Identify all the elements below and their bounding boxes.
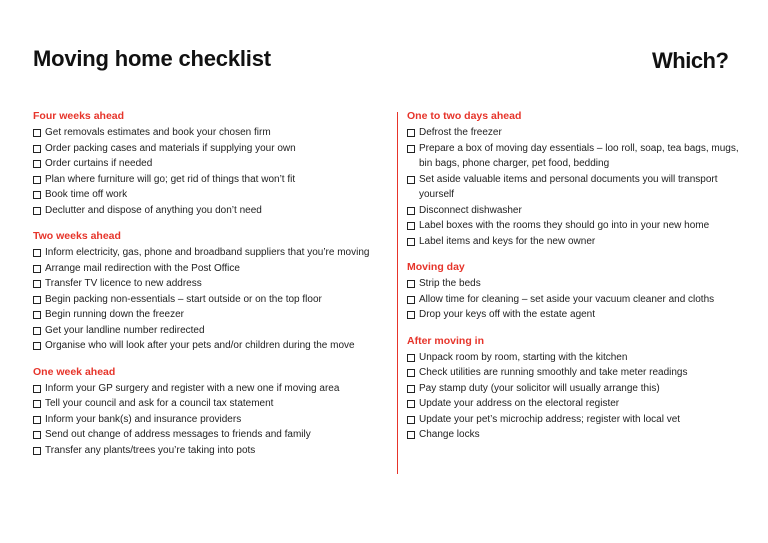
checklist-item-label: Plan where furniture will go; get rid of things that won’t fit	[45, 173, 296, 185]
logo-question-mark: ?	[715, 48, 729, 73]
checklist-item	[407, 412, 742, 428]
checklist-item	[33, 292, 393, 308]
checklist-item-label: Book time off work	[45, 189, 128, 200]
checkbox-icon[interactable]	[407, 296, 415, 304]
checklist-item-label: Disconnect dishwasher	[419, 204, 522, 216]
checklist-item	[407, 276, 742, 292]
checkbox-icon[interactable]	[407, 145, 415, 153]
checklist-item-label: Pay stamp duty (your solicitor will usually arrange this)	[419, 382, 660, 394]
checklist-item-label: Arrange mail redirection with the Post Office	[45, 262, 240, 274]
checklist-item	[33, 245, 393, 261]
checkbox-icon[interactable]	[33, 447, 41, 455]
checklist-item-label: Begin running down the freezer	[45, 309, 184, 320]
section-title: Moving day	[407, 261, 465, 273]
checklist-item	[33, 443, 393, 459]
checkbox-icon[interactable]	[407, 207, 415, 215]
checklist-item	[33, 338, 393, 354]
checklist	[33, 245, 393, 354]
checklist-item	[33, 381, 393, 397]
checklist-item-label: Transfer TV licence to new address	[45, 278, 202, 289]
checklist-item-label: Tell your council and ask for a council tax statement	[45, 398, 274, 409]
checklist-item-label: Send out change of address messages to friends and family	[45, 429, 311, 440]
checkbox-icon[interactable]	[407, 176, 415, 184]
checkbox-icon[interactable]	[407, 311, 415, 319]
checklist-item-label: Order curtains if needed	[45, 158, 153, 169]
checkbox-icon[interactable]	[407, 400, 415, 408]
section-title: Four weeks ahead	[33, 110, 125, 122]
checklist-item	[33, 172, 393, 188]
checklist-item-label: Get your landline number redirected	[45, 324, 205, 336]
checklist-item	[407, 396, 742, 412]
checkbox-icon[interactable]	[33, 176, 41, 184]
checklist-item-label: Unpack room by room, starting with the kitchen	[419, 351, 628, 363]
checklist-item-label: Set aside valuable items and personal documents you will transport yourself	[419, 173, 718, 200]
checklist-item	[33, 396, 393, 412]
checklist-item	[33, 125, 393, 141]
checklist-item-label: Organise who will look after your pets and/or children during the move	[45, 340, 355, 351]
checkbox-icon[interactable]	[33, 385, 41, 393]
checklist-item-label: Change locks	[419, 429, 480, 440]
checkbox-icon[interactable]	[33, 129, 41, 137]
logo-text: Which	[652, 48, 716, 73]
checklist-item	[33, 307, 393, 323]
checkbox-icon[interactable]	[33, 296, 41, 304]
checklist	[407, 125, 742, 249]
checklist-section	[33, 110, 393, 218]
checklist-section	[407, 261, 742, 323]
checklist	[407, 350, 742, 443]
checklist-item	[33, 412, 393, 428]
section-title: One week ahead	[33, 365, 116, 378]
which-logo	[652, 48, 728, 74]
checkbox-icon[interactable]	[33, 431, 41, 439]
checkbox-icon[interactable]	[33, 265, 41, 273]
checklist-item	[33, 427, 393, 443]
section-title: After moving in	[407, 334, 485, 347]
checkbox-icon[interactable]	[33, 207, 41, 215]
checklist-item-label: Defrost the freezer	[419, 127, 502, 138]
checklist-section	[33, 366, 393, 459]
checkbox-icon[interactable]	[407, 431, 415, 439]
checklist-item-label: Inform electricity, gas, phone and broadband suppliers that you’re moving	[45, 247, 370, 258]
checklist-item	[407, 172, 742, 203]
section-title: Two weeks ahead	[33, 230, 121, 242]
checklist-item-label: Transfer any plants/trees you’re taking into pots	[45, 444, 256, 456]
checklist-item-label: Check utilities are running smoothly and take meter readings	[419, 367, 688, 378]
checklist	[407, 276, 742, 323]
checklist-item-label: Begin packing non-essentials – start outside or on the top floor	[45, 293, 322, 305]
checklist-item	[407, 292, 742, 308]
checkbox-icon[interactable]	[33, 249, 41, 257]
left-column	[33, 110, 393, 470]
checkbox-icon[interactable]	[407, 385, 415, 393]
checkbox-icon[interactable]	[407, 369, 415, 377]
checklist-item	[33, 141, 393, 157]
checklist-item	[407, 203, 742, 219]
checklist-item-label: Label items and keys for the new owner	[419, 235, 596, 247]
checklist-item	[33, 156, 393, 172]
checkbox-icon[interactable]	[33, 327, 41, 335]
checklist-item-label: Declutter and dispose of anything you don’t need	[45, 204, 262, 216]
checklist-item-label: Inform your bank(s) and insurance providers	[45, 413, 242, 425]
checkbox-icon[interactable]	[407, 280, 415, 288]
checkbox-icon[interactable]	[407, 222, 415, 230]
checklist-item	[33, 261, 393, 277]
checklist-item	[407, 218, 742, 234]
checkbox-icon[interactable]	[407, 354, 415, 362]
checklist-item-label: Strip the beds	[419, 278, 481, 289]
checkbox-icon[interactable]	[33, 311, 41, 319]
checkbox-icon[interactable]	[33, 191, 41, 199]
checklist-item-label: Allow time for cleaning – set aside your vacuum cleaner and cloths	[419, 293, 715, 305]
checklist-item-label: Update your pet’s microchip address; register with local vet	[419, 413, 681, 425]
checklist-item-label: Label boxes with the rooms they should go into in your new home	[419, 220, 710, 231]
checklist-item	[407, 381, 742, 397]
checklist-item	[33, 323, 393, 339]
checklist-item	[407, 125, 742, 141]
checklist	[33, 125, 393, 218]
checklist-item-label: Order packing cases and materials if supplying your own	[45, 142, 296, 154]
checklist	[33, 381, 393, 459]
checklist-item-label: Get removals estimates and book your chosen firm	[45, 127, 271, 138]
checkbox-icon[interactable]	[33, 342, 41, 350]
checkbox-icon[interactable]	[407, 129, 415, 137]
page-title: Moving home checklist	[33, 46, 271, 71]
checklist-item	[33, 276, 393, 292]
checklist-item-label: Prepare a box of moving day essentials – loo roll, soap, tea bags, mugs, bin bags, phone charger, pet food, bedding	[419, 142, 739, 169]
checklist-item-label: Update your address on the electoral register	[419, 398, 620, 409]
checkbox-icon[interactable]	[33, 160, 41, 168]
checklist-item	[407, 307, 742, 323]
checklist-item	[407, 141, 742, 172]
checklist-item-label: Drop your keys off with the estate agent	[419, 309, 596, 320]
checkbox-icon[interactable]	[33, 400, 41, 408]
checkbox-icon[interactable]	[33, 280, 41, 288]
section-title: One to two days ahead	[407, 110, 522, 122]
checklist-item	[33, 203, 393, 219]
checklist-item	[33, 187, 393, 203]
right-column	[407, 110, 742, 455]
checkbox-icon[interactable]	[33, 416, 41, 424]
checklist-item	[407, 427, 742, 443]
checklist-section	[407, 110, 742, 249]
column-divider	[397, 112, 398, 474]
checklist-section	[407, 335, 742, 443]
checklist-item	[407, 365, 742, 381]
checklist-item	[407, 350, 742, 366]
checklist-section	[33, 230, 393, 354]
checklist-item-label: Inform your GP surgery and register with a new one if moving area	[45, 382, 340, 394]
checklist-item	[407, 234, 742, 250]
checkbox-icon[interactable]	[407, 238, 415, 246]
checkbox-icon[interactable]	[33, 145, 41, 153]
checkbox-icon[interactable]	[407, 416, 415, 424]
